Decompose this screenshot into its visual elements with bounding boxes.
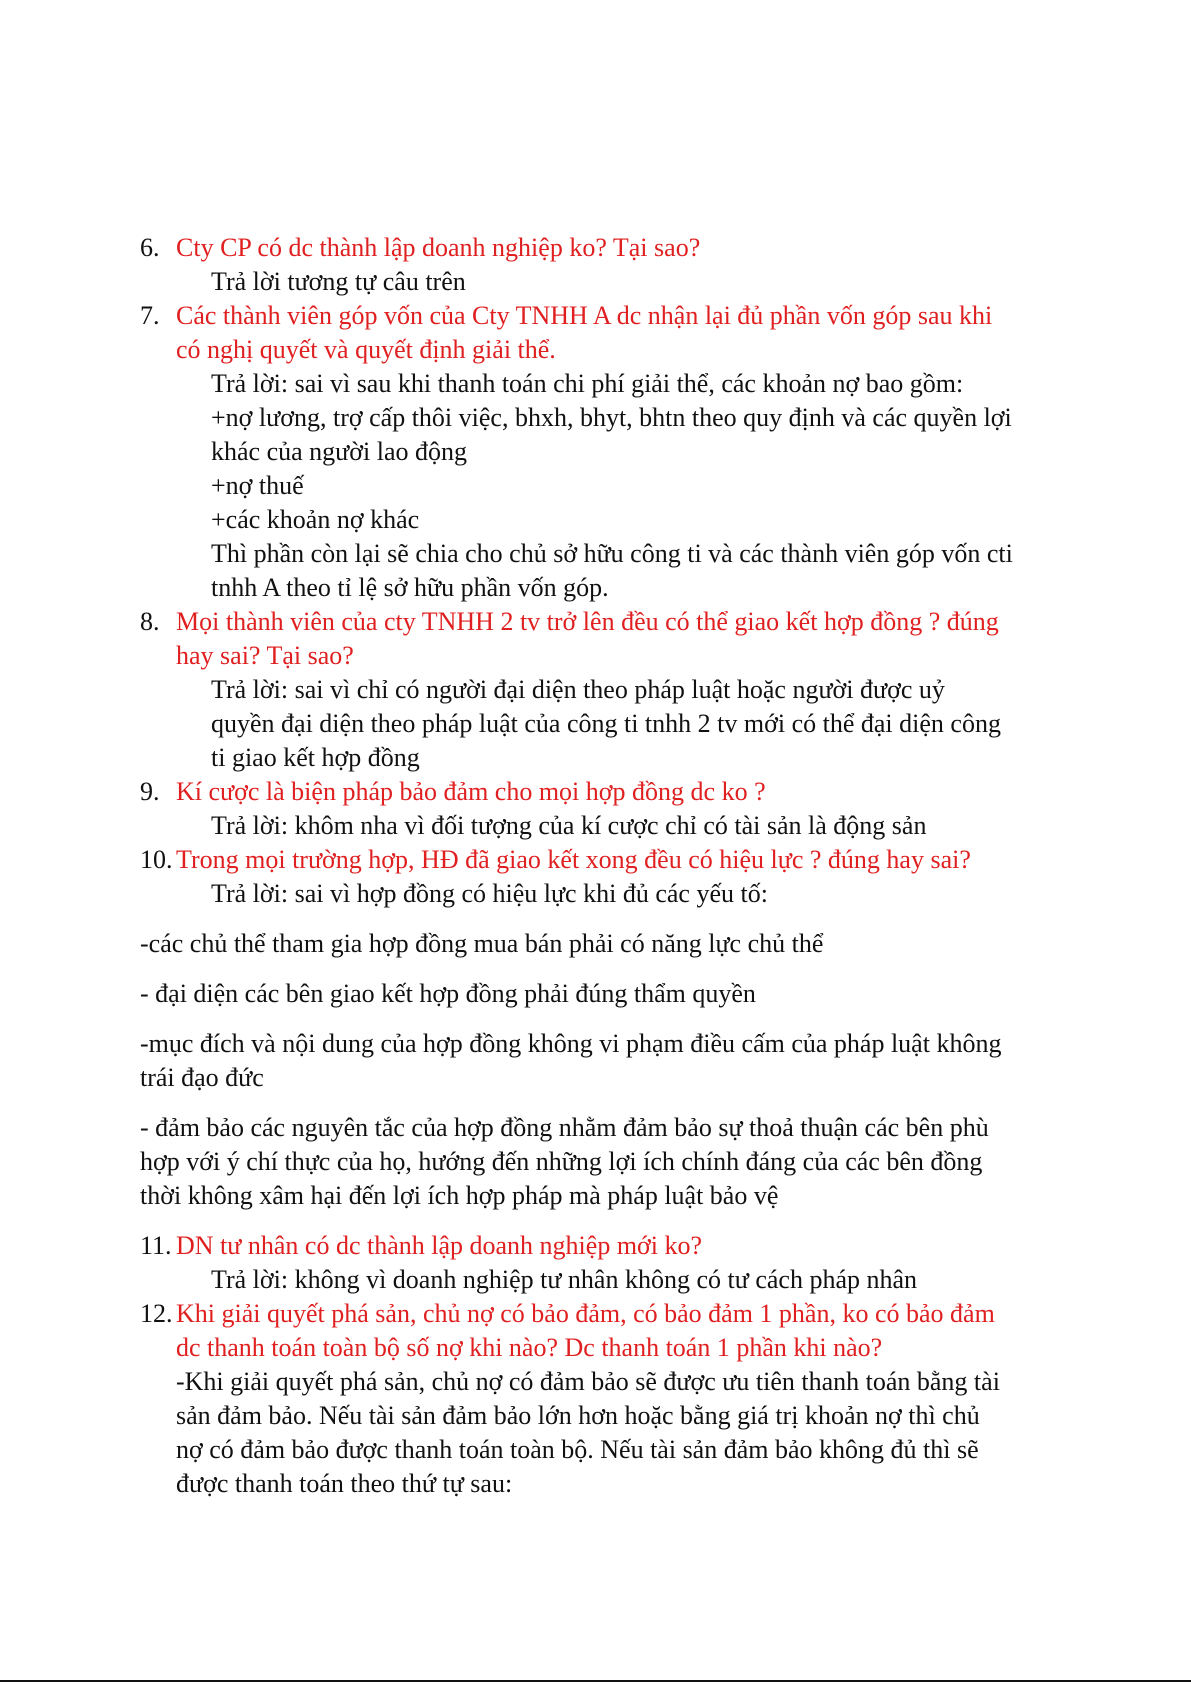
page-bottom-divider [0,1680,1191,1682]
answer-line: nợ có đảm bảo được thanh toán toàn bộ. Nếu tài sản đảm bảo không đủ thì sẽ [176,1435,979,1464]
question-line: Cty CP có dc thành lập doanh nghiệp ko? Tại sao? [176,233,701,262]
item-number: 9. [140,777,160,806]
question-line: dc thanh toán toàn bộ số nợ khi nào? Dc thanh toán 1 phần khi nào? [176,1333,883,1362]
answer-line: ti giao kết hợp đồng [211,743,420,772]
condition-line: - đảm bảo các nguyên tắc của hợp đồng nhằm đảm bảo sự thoả thuận các bên phù [140,1113,989,1142]
answer-line: quyền đại diện theo pháp luật của công ti tnhh 2 tv mới có thể đại diện công [211,709,1001,738]
answer-line: +nợ thuế [211,471,304,500]
condition-line: -các chủ thể tham gia hợp đồng mua bán phải có năng lực chủ thể [140,929,824,958]
condition-line: -mục đích và nội dung của hợp đồng không vi phạm điều cấm của pháp luật không [140,1029,1002,1058]
condition-line: thời không xâm hại đến lợi ích hợp pháp mà pháp luật bảo vệ [140,1181,779,1210]
answer-line: sản đảm bảo. Nếu tài sản đảm bảo lớn hơn hoặc bằng giá trị khoản nợ thì chủ [176,1401,980,1430]
condition-line: hợp với ý chí thực của họ, hướng đến những lợi ích chính đáng của các bên đồng [140,1147,983,1176]
question-line: hay sai? Tại sao? [176,641,354,670]
answer-line: Trả lời: khôm nha vì đối tượng của kí cược chỉ có tài sản là động sản [211,811,927,840]
question-line: Các thành viên góp vốn của Cty TNHH A dc nhận lại đủ phần vốn góp sau khi [176,301,993,330]
answer-line: -Khi giải quyết phá sản, chủ nợ có đảm bảo sẽ được ưu tiên thanh toán bằng tài [176,1367,1000,1396]
condition-line: trái đạo đức [140,1063,264,1092]
item-number: 8. [140,607,160,636]
answer-line: +nợ lương, trợ cấp thôi việc, bhxh, bhyt, bhtn theo quy định và các quyền lợi [211,403,1012,432]
answer-line: Trả lời: sai vì hợp đồng có hiệu lực khi đủ các yếu tố: [211,879,768,908]
answer-line: Trả lời: sai vì chỉ có người đại diện theo pháp luật hoặc người được uỷ [211,675,945,704]
item-number: 11. [140,1231,172,1260]
question-line: Mọi thành viên của cty TNHH 2 tv trở lên đều có thể giao kết hợp đồng ? đúng [176,607,999,636]
item-number: 6. [140,233,160,262]
answer-line: Trả lời: sai vì sau khi thanh toán chi phí giải thể, các khoản nợ bao gồm: [211,369,964,398]
item-number: 10. [140,845,173,874]
question-line: DN tư nhân có dc thành lập doanh nghiệp mới ko? [176,1231,703,1260]
answer-line: Thì phần còn lại sẽ chia cho chủ sở hữu công ti và các thành viên góp vốn cti [211,539,1013,568]
answer-line: khác của người lao động [211,437,467,466]
condition-line: - đại diện các bên giao kết hợp đồng phải đúng thẩm quyền [140,979,756,1008]
answer-line: Trả lời: không vì doanh nghiệp tư nhân không có tư cách pháp nhân [211,1265,918,1294]
question-line: có nghị quyết và quyết định giải thể. [176,335,556,364]
item-number: 7. [140,301,160,330]
answer-line: tnhh A theo tỉ lệ sở hữu phần vốn góp. [211,573,609,602]
item-number: 12. [140,1299,173,1328]
answer-line: Trả lời tương tự câu trên [211,267,466,296]
answer-line: được thanh toán theo thứ tự sau: [176,1469,513,1498]
question-line: Khi giải quyết phá sản, chủ nợ có bảo đảm, có bảo đảm 1 phần, ko có bảo đảm [176,1299,995,1328]
answer-line: +các khoản nợ khác [211,505,420,534]
question-line: Trong mọi trường hợp, HĐ đã giao kết xong đều có hiệu lực ? đúng hay sai? [176,845,971,874]
question-line: Kí cược là biện pháp bảo đảm cho mọi hợp đồng dc ko ? [176,777,766,806]
